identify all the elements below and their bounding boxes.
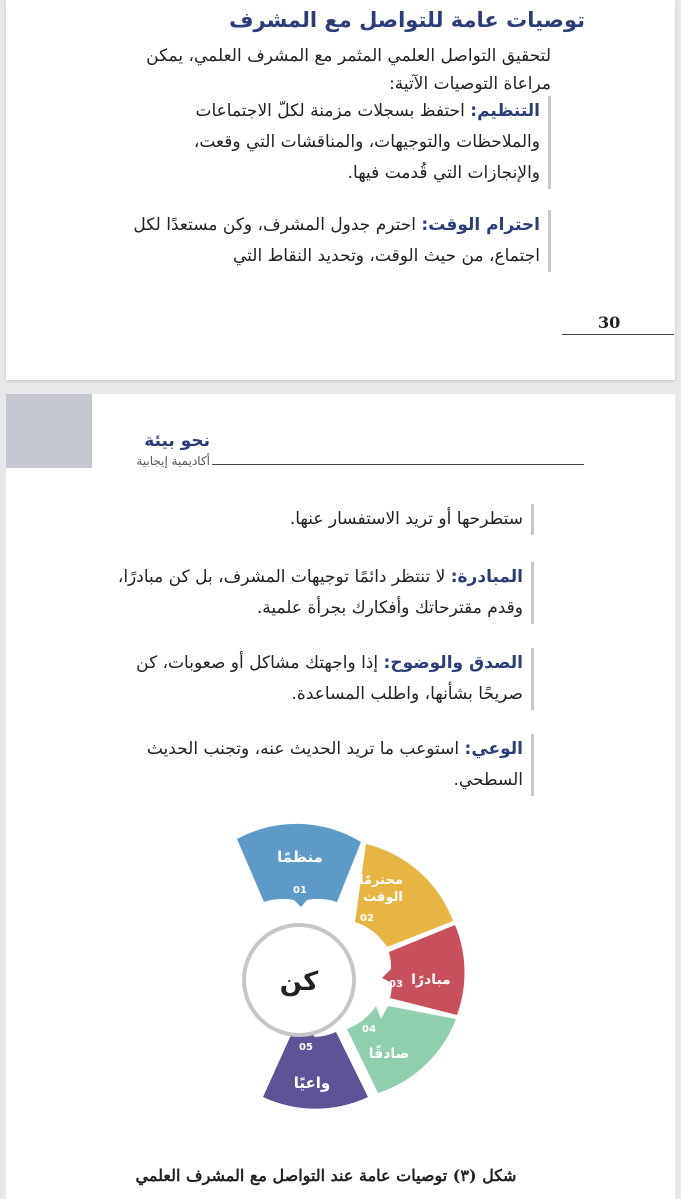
page-30: [6, 0, 675, 380]
page-number: 30: [598, 313, 621, 332]
segment-number-02: 02: [360, 913, 374, 924]
page-number-rule: [562, 334, 674, 335]
keyword-initiative: المبادرة:: [450, 567, 523, 587]
series-subtitle: أكاديمية إيجابية: [136, 454, 210, 468]
section-heading: توصيات عامة للتواصل مع المشرف: [229, 8, 585, 32]
segment-label-honesty: صادقًا: [368, 1046, 410, 1062]
segment-label-awareness: واعيًا: [293, 1074, 331, 1092]
segment-number-01: 01: [293, 885, 307, 896]
segment-label-time-respect-2: الوقت: [363, 890, 403, 905]
keyword-honesty: الصدق والوضوح:: [383, 653, 523, 673]
text-organization: احتفظ بسجلات مزمنة لكلّ الاجتماعات والملاحظات والتوجيهات، والمناقشات التي وقعت، والإنجازات التي قُدمت فيها.: [193, 101, 540, 183]
segment-number-03: 03: [389, 979, 403, 990]
text-honesty: إذا واجهتك مشاكل أو صعوبات، كن صريحًا بشأنها، واطلب المساعدة.: [136, 653, 523, 704]
segment-awareness: [263, 1028, 368, 1109]
recommendations-diagram: [6, 394, 675, 1199]
recommendation-time-respect: [126, 210, 551, 272]
segment-label-organized: منظمًا: [277, 848, 323, 866]
continuation-text: ستطرحها أو تريد الاستفسار عنها.: [126, 504, 534, 535]
segment-number-05: 05: [299, 1042, 313, 1053]
segment-number-04: 04: [362, 1024, 376, 1035]
keyword-awareness: الوعي:: [464, 739, 523, 759]
page-31: [6, 394, 675, 1199]
keyword-time-respect: احترام الوقت:: [421, 215, 540, 235]
recommendation-organization: [126, 96, 551, 189]
segment-label-time-respect-1: محترمًا: [359, 873, 403, 888]
text-awareness: استوعب ما تريد الحديث عنه، وتجنب الحديث السطحي.: [146, 739, 523, 790]
keyword-organization: التنظيم:: [470, 101, 540, 121]
figure-caption: شكل (٣) توصيات عامة عند التواصل مع المشرف العلمي: [135, 1166, 517, 1185]
text-initiative: لا تنتظر دائمًا توجيهات المشرف، بل كن مبادرًا، وقدم مقترحاتك وأفكارك بجرأة علمية.: [117, 567, 523, 618]
center-label: كن: [279, 967, 319, 997]
series-title: نحو بيئة: [144, 431, 210, 451]
intro-paragraph: لتحقيق التواصل العلمي المثمر مع المشرف العلمي، يمكن مراعاة التوصيات الآتية:: [146, 46, 551, 94]
segment-label-initiative: مبادرًا: [411, 972, 451, 988]
text-time-respect: احترم جدول المشرف، وكن مستعدًا لكل اجتماع، من حيث الوقت، وتحديد النقاط التي: [133, 215, 540, 266]
